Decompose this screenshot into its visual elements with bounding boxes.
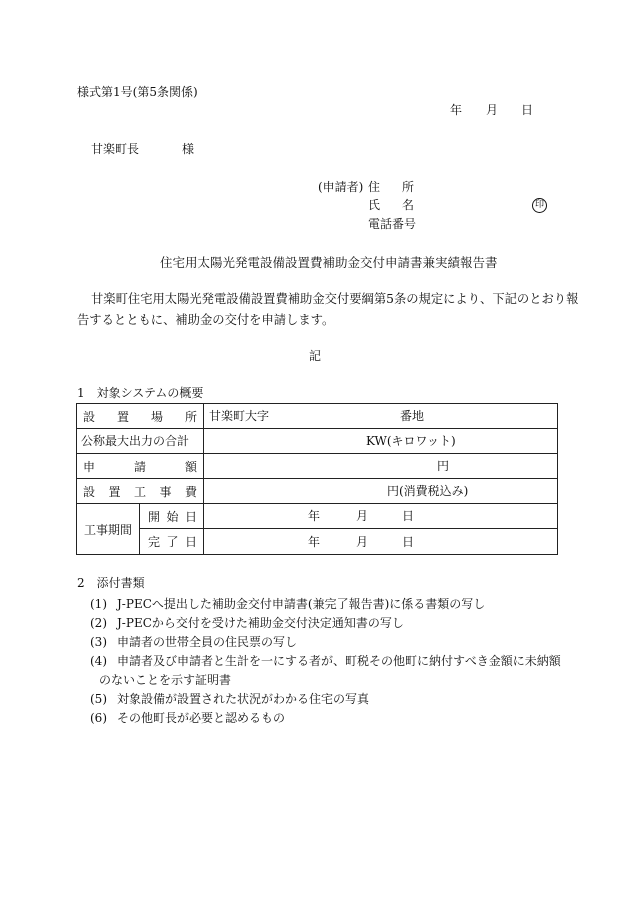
period-label-cell [77, 504, 204, 555]
date-month-label: 月 [486, 103, 499, 117]
item-text: 申請者の世帯全員の住民票の写し [117, 635, 298, 649]
system-overview-table [76, 403, 558, 555]
item-number: (6) [90, 711, 107, 725]
location-label-char: 所 [184, 409, 197, 424]
end-label-char: 日 [184, 535, 197, 549]
amount-label-cell [77, 454, 204, 479]
seal-mark: 印 [532, 198, 547, 213]
start-label-char: 開 [148, 509, 161, 524]
row-amount [77, 454, 558, 479]
start-label-char: 日 [184, 509, 197, 524]
end-day-label: 日 [402, 535, 415, 549]
output-label: 公称最大出力の合計 [81, 434, 190, 448]
cost-label-char: 設 [83, 484, 96, 499]
row-location [77, 404, 558, 429]
item-text: J-PECへ提出した補助金交付申請書(兼完了報告書)に係る書類の写し [117, 597, 486, 611]
row-cost [77, 479, 558, 504]
start-year-label: 年 [308, 509, 321, 523]
addressee-name: 甘楽町長 [91, 142, 140, 156]
document-title: 住宅用太陽光発電設備設置費補助金交付申請書兼実績報告書 [160, 255, 498, 270]
item-number: (1) [90, 597, 107, 611]
location-value-cell [204, 404, 558, 429]
cost-label-char: 工 [133, 484, 146, 499]
end-label-char: 完 [148, 535, 161, 549]
section2-heading: 2 添付書類 [77, 576, 145, 590]
ki-heading: 記 [309, 349, 322, 363]
start-day-label: 日 [402, 509, 415, 523]
row-period [77, 504, 558, 555]
item-number: (4) [90, 654, 107, 668]
output-label-cell [77, 429, 204, 454]
location-suffix: 番地 [400, 409, 425, 423]
cost-value-cell [204, 479, 558, 504]
row-output [77, 429, 558, 454]
location-label-char: 設 [83, 409, 96, 424]
output-unit: KW(キロワット) [366, 434, 456, 448]
amount-unit: 円 [437, 459, 450, 473]
location-label-cell [77, 404, 204, 429]
address-label-char-2: 所 [402, 180, 415, 194]
location-label-char: 場 [150, 409, 163, 424]
end-label-char: 了 [166, 535, 179, 549]
cost-label-char: 事 [159, 484, 172, 499]
name-label-char-2: 名 [402, 198, 415, 212]
address-label-char-1: 住 [368, 180, 381, 194]
body-line-2: 告するとともに、補助金の交付を申請します。 [77, 313, 335, 327]
period-value-cell [204, 504, 558, 555]
amount-label-char: 請 [133, 459, 146, 474]
item-text: 対象設備が設置された状況がわかる住宅の写真 [117, 692, 370, 706]
end-year-label: 年 [308, 535, 321, 549]
section1-heading: 1 対象システムの概要 [77, 386, 204, 400]
start-date-row [204, 504, 557, 529]
amount-label-char: 申 [83, 459, 96, 474]
cost-label-char: 費 [184, 484, 197, 499]
amount-label-char: 額 [184, 459, 197, 474]
applicant-prefix: (申請者) [318, 180, 364, 194]
cost-unit: 円(消費税込み) [387, 484, 469, 498]
phone-label: 電話番号 [368, 217, 417, 231]
end-month-label: 月 [356, 535, 369, 549]
period-label-box [77, 504, 140, 554]
item-text: J-PECから交付を受けた補助金交付決定通知書の写し [117, 616, 404, 630]
start-month-label: 月 [356, 509, 369, 523]
period-label: 工事期間 [83, 522, 132, 537]
item-number: (2) [90, 616, 107, 630]
cost-label-char: 置 [108, 484, 121, 499]
output-value-cell [204, 429, 558, 454]
item-text: のないことを示す証明書 [99, 673, 232, 687]
amount-value-cell [204, 454, 558, 479]
item-number: (5) [90, 692, 107, 706]
addressee-honorific: 様 [182, 142, 195, 156]
item-text: その他町長が必要と認めるもの [117, 711, 286, 725]
location-label-char: 置 [116, 409, 129, 424]
date-year-label: 年 [450, 103, 463, 117]
item-text: 申請者及び申請者と生計を一にする者が、町税その他町に納付すべき金額に未納額 [117, 654, 561, 668]
item-number: (3) [90, 635, 107, 649]
start-label-char: 始 [166, 509, 179, 524]
form-number: 様式第1号(第5条関係) [77, 85, 198, 99]
date-day-label: 日 [521, 103, 534, 117]
end-date-row [204, 529, 557, 554]
cost-label-cell [77, 479, 204, 504]
body-line-1: 甘楽町住宅用太陽光発電設備設置費補助金交付要綱第5条の規定により、下記のとおり報 [91, 292, 579, 306]
name-label-char-1: 氏 [368, 198, 381, 212]
location-prefix: 甘楽町大字 [209, 409, 270, 423]
